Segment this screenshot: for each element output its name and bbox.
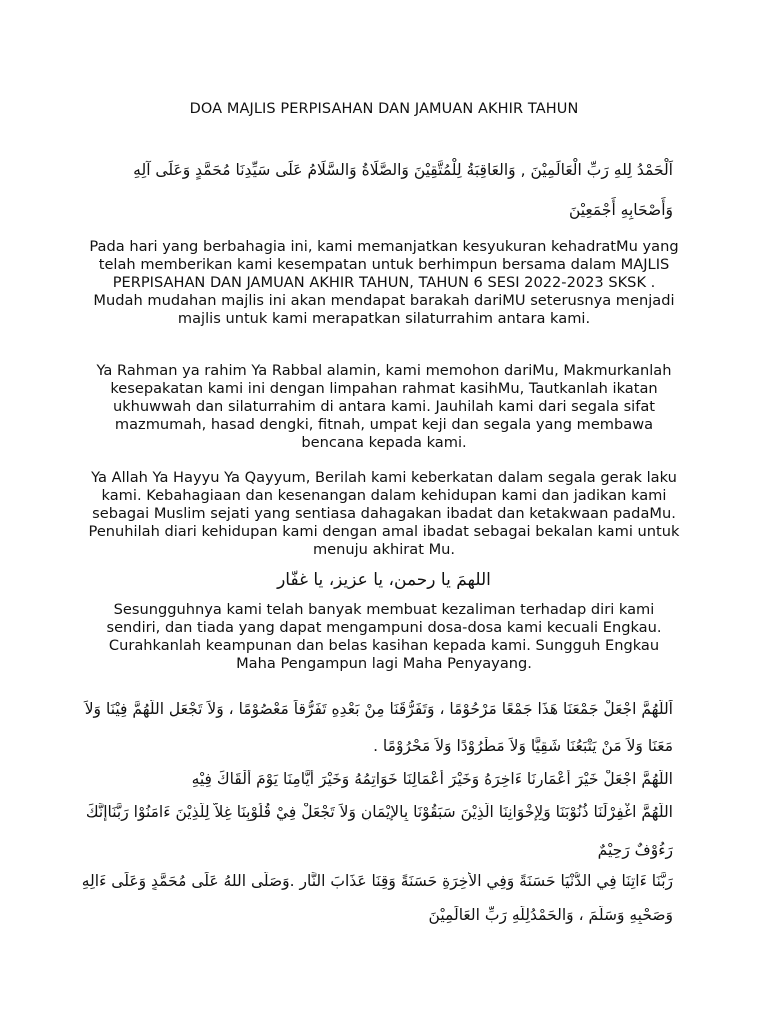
closing-arabic-line: اَللَّهُمَّ اجْعَلْ جَمْعَنَا هَذَا جَمْعًا مَرْحُوْمًا ، وَتَفَرُّقَنَا مِنْ بَعْدِهِ تَفَرُّقاً مَعْصُوْمًا ، وَلاَ تَجْعَلِ اللَّهُمَّ فِيْنَا وَلاَ (84, 700, 673, 718)
closing-arabic-line: مَعَنَا وَلاَ مَنْ يَتْبَعُنَا شَقِيًّا وَلاَ مَطْرُوْدًا وَلاَ مَحْرُوْمًا . (373, 737, 673, 755)
closing-arabic-line: رَبَّنَا ءَاتِنَا فِي الدُّنْيَا حَسَنَةً وَفِي الأَخِرَةِ حَسَنَةً وَقِنَا عَذَابَ النَّارِ .وَصَلَّى اللهُ عَلَى مُحَمَّدٍ وَعَلَى ءَالِهِ (81, 872, 673, 890)
document-title: DOA MAJLIS PERPISAHAN DAN JAMUAN AKHIR TAHUN (189, 101, 579, 117)
closing-arabic-line: رَءُوْفٌ رَحِيْمٌ (597, 841, 673, 859)
paragraph-forgiveness: Sesungguhnya kami telah banyak membuat kezaliman terhadap diri kami sendiri, dan tiada yang dapat mengampuni dosa-dosa kami kecuali Engkau. Curahkanlah keampunan dan belas kasihan kepada kami. Sungguh Engkau Maha Pengampun lagi Maha Penyayang. (106, 601, 662, 672)
paragraph-blessing: Ya Allah Ya Hayyu Ya Qayyum, Berilah kami keberkatan dalam segala gerak laku kami. Kebahagiaan dan kesenangan dalam kehidupan kami dan jadikan kami sebagai Muslim sejati yang sentiasa dahagakan ibadat dan ketakwaan padaMu. Penuhilah diari kehidupan kami dengan amal ibadat sebagai bekalan kami untuk menuju akhirat Mu. (88, 469, 680, 558)
closing-arabic-line: اللَّهُمَّ اجْعَلْ خَيْرَ أَعْمَارِنَا ءَاخِرَهُ وَخَيْرَ أَعْمَالِنَا خَوَاتِمُهُ وَخَيْرَ أَيَّامِنَا يَوْمَ أَلْقَاكَ فِيْهِ (191, 770, 673, 788)
opening-arabic-text: اَلْحَمْدُ لِلهِ رَبِّ الْعَالَمِيْنَ , وَالعَاقِبَةُ لِلْمُتَّقِيْنَ وَالصَّلَاةُ وَالسَّلَامُ عَلَى سَيِّدِنَا مُحَمَّدٍ وَعَلَى آلِهِ وَأَصْحَابِهِ أَجْمَعِيْنَ (133, 161, 673, 219)
asma-arabic-line: اللهمَ يا رحمن، يا عزيز، يا غفّار (277, 570, 491, 590)
paragraph-supplication: Ya Rahman ya rahim Ya Rabbal alamin, kami memohon dariMu, Makmurkanlah kesepakatan kami ini dengan limpahan rahmat kasihMu, Tautkanlah ikatan ukhuwwah dan silaturrahim di antara kami. Jauhilah kami dari segala sifat mazmumah, hasad dengki, fitnah, umpat keji dan segala yang membawa bencana kepada kami. (96, 362, 672, 451)
paragraph-gratitude: Pada hari yang berbahagia ini, kami memanjatkan kesyukuran kehadratMu yang telah memberikan kami kesempatan untuk berhimpun bersama dalam MAJLIS PERPISAHAN DAN JAMUAN AKHIR TAHUN, TAHUN 6 SESI 2022-2023 SKSK . Mudah mudahan majlis ini akan mendapat barakah dariMU seterusnya menjadi majlis untuk kami merapatkan silaturrahim antara kami. (89, 238, 679, 327)
closing-arabic-line: وَصَحْبِهِ وَسَلَّمَ ، وَالحَمْدُلِلَّهِ رَبِّ العَالَمِيْنَ (428, 906, 673, 924)
closing-arabic-line: اللَّهُمَّ اغْفِرْلَنَا ذُنُوْبَنَا وَلِإِخْوَانِنَا الَّذِيْنَ سَبَقُوْنَا بِالإِيْمَانِ وَلاَ تَجْعَلْ فِيْ قُلُوْبِنَا غِلاًّ لِلَّذِيْنَ ءَامَنُوْا رَبَّنَاإِنَّكَ (85, 803, 673, 821)
